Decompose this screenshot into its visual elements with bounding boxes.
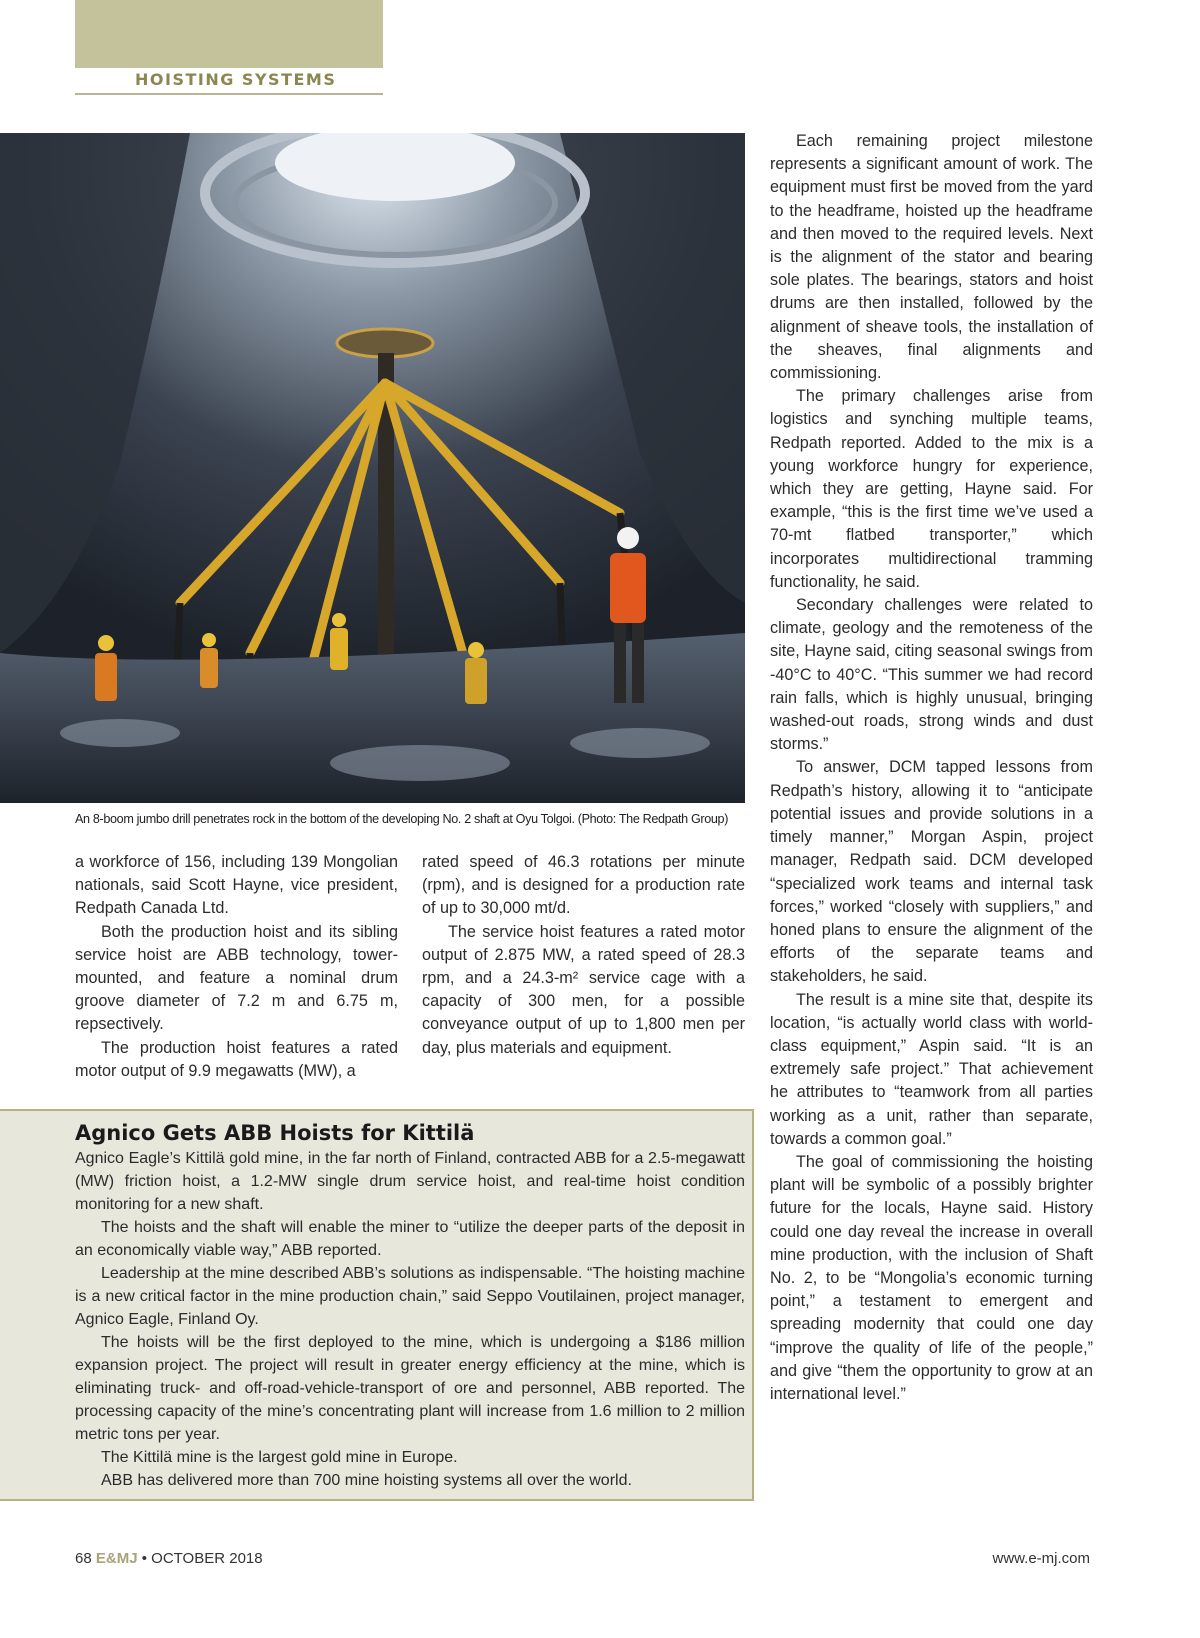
sidebar-paragraph: The hoists and the shaft will enable the miner to “utilize the deeper parts of the deposit in an economically viable way,” ABB reported. — [75, 1219, 745, 1259]
article-column-2 — [422, 851, 745, 1060]
paragraph: The production hoist features a rated motor output of 9.9 megawatts (MW), a — [75, 1038, 398, 1080]
article-column-1 — [75, 851, 398, 1083]
sidebar-paragraph: ABB has delivered more than 700 mine hoisting systems all over the world. — [101, 1472, 632, 1489]
paragraph: Each remaining project milestone represents a significant amount of work. The equipment must first be moved from the yard to the headframe, hoisted up the headframe and then moved to the required levels. Next is the alignment of the stator and bearing sole plates. The bearings, stators and hoist drums are then installed, followed by the alignment of sheave tools, the installation of the sheaves, final alignments and commissioning. — [770, 132, 1093, 383]
section-label: HOISTING SYSTEMS — [75, 68, 383, 95]
article-photo — [0, 133, 745, 803]
footer-separator: • — [141, 1550, 147, 1567]
paragraph: The result is a mine site that, despite its location, “is actually world class with world-class equipment,” Aspin said. “It is an extremely safe project.” That achievement he attributes to “teamwork from all parties working as a unit, rather than separate, towards a common goal.” — [770, 990, 1093, 1148]
issue-date: OCTOBER 2018 — [151, 1550, 263, 1567]
section-color-block — [75, 0, 383, 68]
sidebar-content — [75, 1119, 745, 1492]
paragraph: Both the production hoist and its sibling service hoist are ABB technology, tower-mounted, and feature a nominal drum groove diameter of 7.2 m and 6.75 m, repsectively. — [75, 922, 398, 1034]
page-footer — [75, 1550, 263, 1567]
paragraph: rated speed of 46.3 rotations per minute (rpm), and is designed for a production rate of up to 30,000 mt/d. — [422, 853, 745, 918]
paragraph: The primary challenges arise from logistics and synching multiple teams, Redpath reported. Added to the mix is a young workforce hungry for experience, which they are getting, Hayne said. For example, “this is the first time we’ve used a 70-mt flatbed transporter,” which incorporates multidirectional tramming functionality, he said. — [770, 387, 1093, 591]
sidebar-paragraph: The Kittilä mine is the largest gold mine in Europe. — [101, 1449, 458, 1466]
sidebar-paragraph: The hoists will be the first deployed to the mine, which is undergoing a $186 million expansion project. The project will result in greater energy efficiency at the mine, which is eliminating truck- and off-road-vehicle-transport of ore and personnel, ABB reported. The processing capacity of the mine’s concentrating plant will increase from 1.6 million to 2 million metric tons per year. — [75, 1334, 745, 1443]
sidebar-paragraph: Agnico Eagle’s Kittilä gold mine, in the far north of Finland, contracted ABB for a 2.5-megawatt (MW) friction hoist, a 1.2-MW single drum service hoist, and real-time hoist condition monitoring for a new shaft. — [75, 1150, 745, 1213]
page-number: 68 — [75, 1550, 92, 1567]
sidebar-paragraph: Leadership at the mine described ABB’s solutions as indispensable. “The hoisting machine is a new critical factor in the mine production chain,” said Seppo Voutilainen, project manager, Agnico Eagle, Finland Oy. — [75, 1265, 745, 1328]
photo-caption: An 8-boom jumbo drill penetrates rock in the bottom of the developing No. 2 shaft at Oyu Tolgoi. (Photo: The Redpath Group) — [75, 812, 729, 826]
paragraph: The service hoist features a rated motor output of 2.875 MW, a rated speed of 28.3 rpm, and a 24.3-m² service cage with a capacity of 300 men, for a possible conveyance output of up to 1,800 men per day, plus materials and equipment. — [422, 922, 745, 1057]
sidebar-title: Agnico Gets ABB Hoists for Kittilä — [75, 1121, 475, 1145]
paragraph: To answer, DCM tapped lessons from Redpath’s history, allowing it to “anticipate potential issues and provide solutions in a timely manner,” Morgan Aspin, project manager, Redpath said. DCM developed “specialized work teams and internal task forces,” worked “closely with suppliers,” and honed plans to ensure the alignment of the efforts of the separate teams and stakeholders, he said. — [770, 758, 1093, 986]
publication-name: E&MJ — [95, 1550, 138, 1567]
paragraph: The goal of commissioning the hoisting plant will be symbolic of a possibly brighter future for the locals, Hayne said. History could one day reveal the increase in overall mine production, with the inclusion of Shaft No. 2, to be “Mongolia’s economic turning point,” a testament to emergent and spreading modernity that could one day “improve the quality of life of the people,” and give “them the opportunity to grow at an international level.” — [770, 1152, 1093, 1403]
article-column-3 — [770, 130, 1093, 1406]
paragraph: a workforce of 156, including 139 Mongolian nationals, said Scott Hayne, vice president, Redpath Canada Ltd. — [75, 853, 398, 918]
sidebar-box — [0, 1109, 754, 1501]
footer-url[interactable]: www.e-mj.com — [992, 1550, 1090, 1567]
paragraph: Secondary challenges were related to climate, geology and the remoteness of the site, Hayne said, citing seasonal swings from -40°C to 40°C. “This summer we had record rain falls, which is highly unusual, bringing washed-out roads, strong winds and dust storms.” — [770, 596, 1093, 754]
